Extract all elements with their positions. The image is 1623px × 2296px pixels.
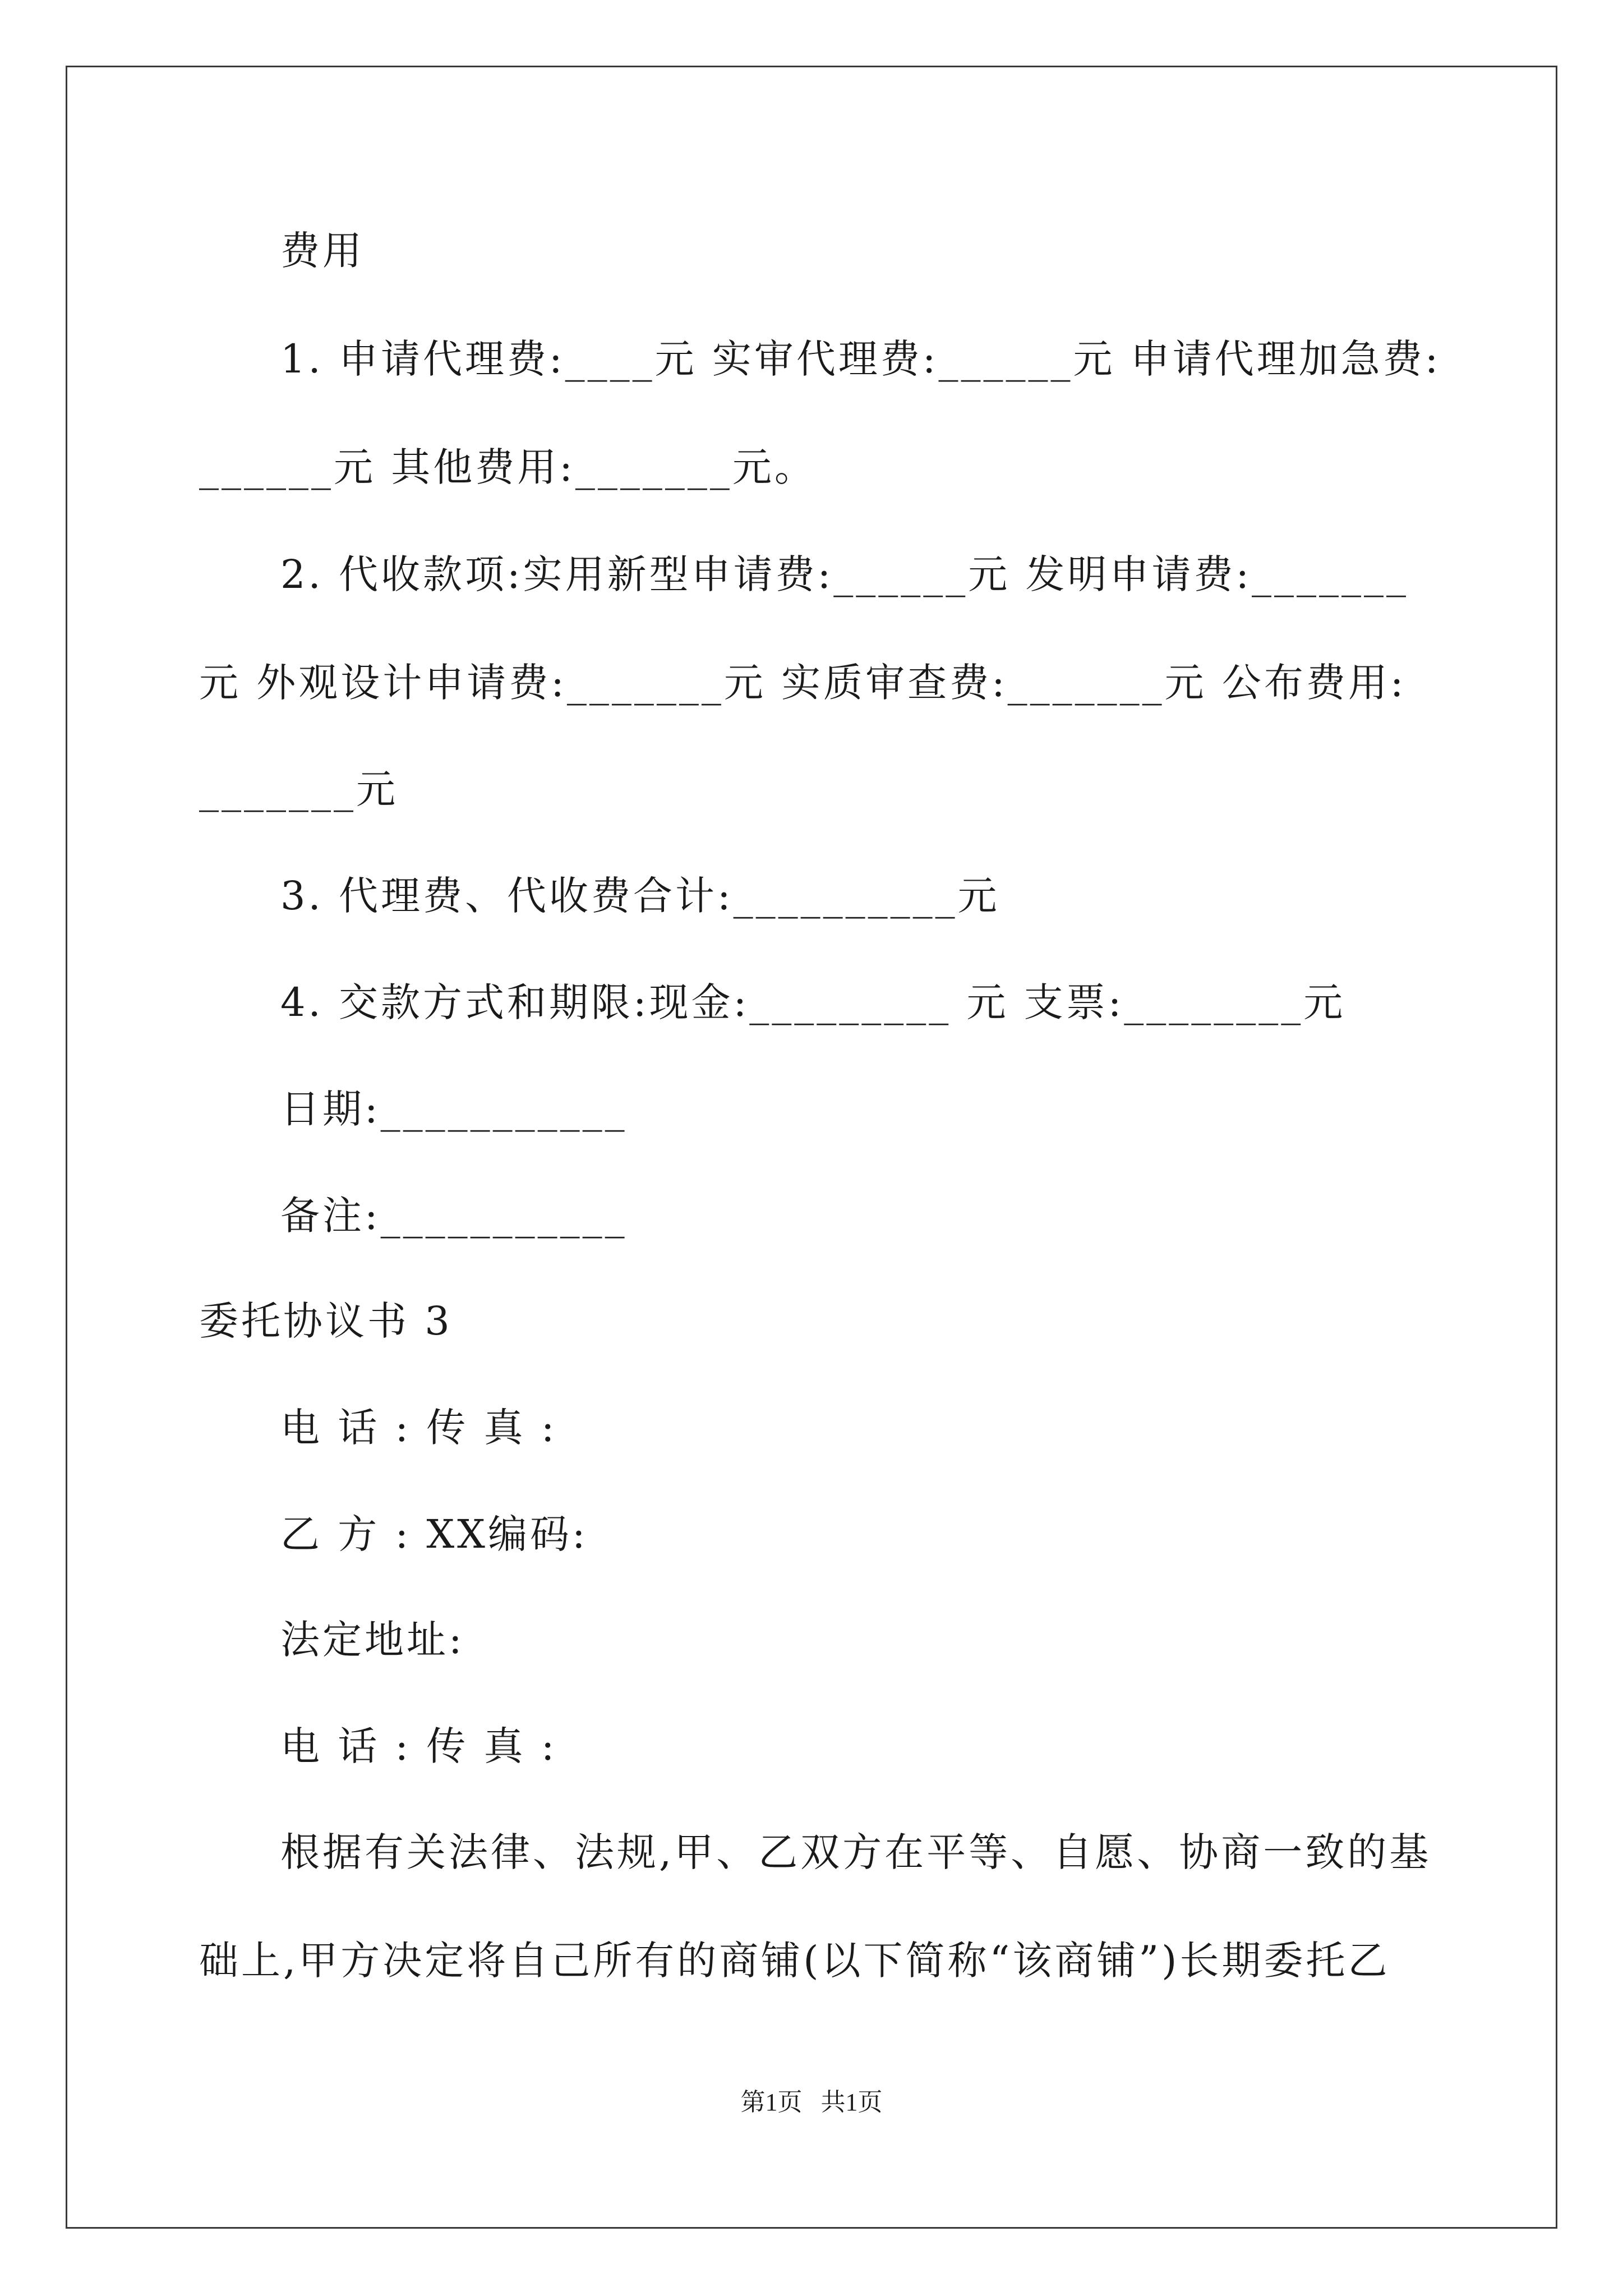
fee-item-2-line-3: _______元 <box>199 766 398 812</box>
party-b-line: 乙 方 : XX编码: <box>280 1511 588 1557</box>
fee-item-1-line-2: ______元 其他费用:_______元。 <box>199 444 817 490</box>
phone-fax-line-1: 电 话 : 传 真 : <box>280 1405 557 1451</box>
agreement-title: 委托协议书 3 <box>199 1298 453 1344</box>
section-heading-fees: 费用 <box>280 228 365 274</box>
page-number-footer: 第1页 共1页 <box>740 2088 883 2116</box>
body-paragraph-line-2: 础上,甲方决定将自己所有的商铺(以下简称“该商铺”)长期委托乙 <box>199 1938 1390 1984</box>
body-paragraph-line-1: 根据有关法律、法规,甲、乙双方在平等、自愿、协商一致的基 <box>280 1829 1432 1875</box>
fee-item-2-line-2: 元 外观设计申请费:_______元 实质审查费:_______元 公布费用: <box>199 660 1407 706</box>
date-field: 日期:___________ <box>280 1086 628 1132</box>
page-border <box>66 66 1557 2229</box>
fee-item-4: 4. 交款方式和期限:现金:_________ 元 支票:________元 <box>280 979 1346 1025</box>
legal-address-line: 法定地址: <box>280 1617 465 1663</box>
fee-item-2-line-1: 2. 代收款项:实用新型申请费:______元 发明申请费:_______ <box>280 551 1409 597</box>
phone-fax-line-2: 电 话 : 传 真 : <box>280 1723 557 1769</box>
remarks-field: 备注:___________ <box>280 1193 628 1239</box>
fee-item-1-line-1: 1. 申请代理费:____元 实审代理费:______元 申请代理加急费: <box>280 336 1441 382</box>
fee-item-3: 3. 代理费、代收费合计:__________元 <box>280 873 1000 919</box>
